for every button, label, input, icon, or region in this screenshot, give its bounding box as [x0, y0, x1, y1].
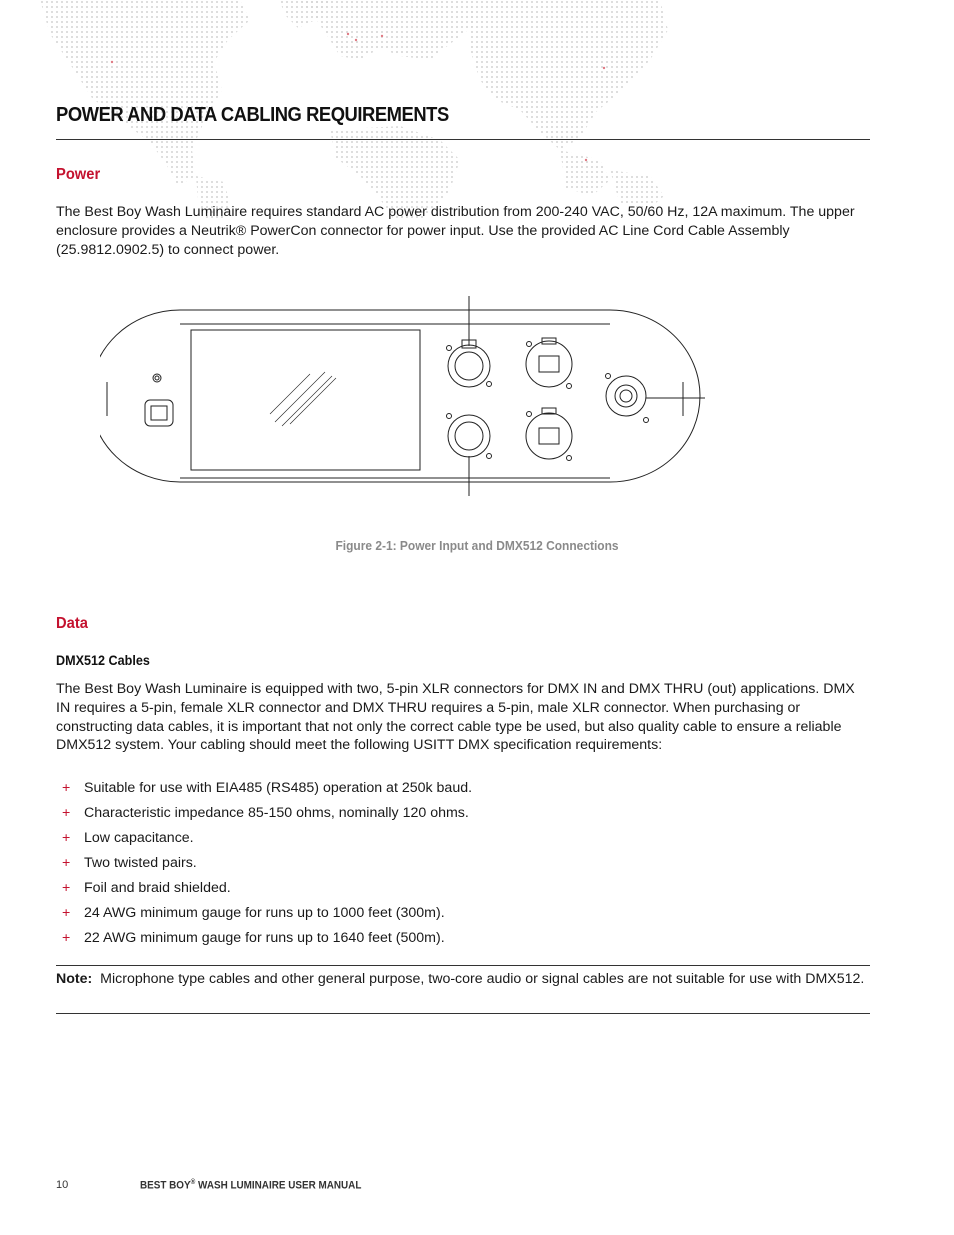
data-heading: Data: [56, 615, 88, 632]
page-number: 10: [56, 1179, 69, 1191]
connector-panel-diagram: [100, 296, 710, 496]
powercon-connector: [606, 376, 646, 416]
plus-bullet-icon: +: [62, 805, 71, 821]
data-paragraph: The Best Boy Wash Luminaire is equipped with two, 5-pin XLR connectors for DMX IN and DMX THRU (out) applications. DMX IN requires a 5-pin, female XLR connector and DMX THRU requires a 5-pin, male XLR connector. When purchasing or constructing data cables, it is important that not only the correct cable type be used, but also quality cable to ensure a reliable DMX512 system. Your cabling should meet the following USITT DMX specification requirements:: [56, 681, 855, 754]
note-label: Note:: [56, 971, 93, 987]
note-box: [56, 970, 870, 989]
plus-bullet-icon: +: [62, 880, 71, 896]
panel-outline: [100, 310, 700, 482]
figure-caption: Figure 2-1: Power Input and DMX512 Connections: [335, 538, 619, 553]
plus-bullet-icon: +: [62, 780, 71, 796]
cable-requirements-list: [62, 779, 472, 954]
menu-button: [145, 400, 173, 426]
page-title: POWER AND DATA CABLING REQUIREMENTS: [56, 104, 449, 126]
plus-bullet-icon: +: [62, 905, 71, 921]
list-item: + Foil and braid shielded.: [62, 879, 472, 904]
list-item: + 22 AWG minimum gauge for runs up to 1640 feet (500m).: [62, 929, 472, 954]
ethernet-connector-bottom: [526, 413, 572, 459]
list-item: + 24 AWG minimum gauge for runs up to 1000 feet (300m).: [62, 904, 472, 929]
power-heading: Power: [56, 166, 101, 183]
list-item: + Low capacitance.: [62, 829, 472, 854]
plus-bullet-icon: +: [62, 855, 71, 871]
list-item: + Characteristic impedance 85-150 ohms, nominally 120 ohms.: [62, 804, 472, 829]
list-item: + Suitable for use with EIA485 (RS485) operation at 250k baud.: [62, 779, 472, 804]
plus-bullet-icon: +: [62, 930, 71, 946]
ethernet-connector-top: [526, 341, 572, 387]
note-text: Microphone type cables and other general purpose, two-core audio or signal cables are not suitable for use with DMX512.: [100, 971, 865, 987]
list-item: + Two twisted pairs.: [62, 854, 472, 879]
footer-manual-title: BEST BOY® WASH LUMINAIRE USER MANUAL: [140, 1179, 362, 1192]
dmx-thru-connector: [448, 415, 490, 457]
power-paragraph: The Best Boy Wash Luminaire requires standard AC power distribution from 200-240 VAC, 50/60 Hz, 12A maximum. The upper enclosure provides a Neutrik® PowerCon connector for power input. Use the provided AC Line Cord Cable Assembly (25.9812.0902.5) to connect power.: [56, 204, 855, 258]
plus-bullet-icon: +: [62, 830, 71, 846]
dmx-in-connector: [448, 345, 490, 387]
display-window: [191, 330, 420, 470]
note-bottom-rule: [56, 1013, 870, 1014]
note-top-rule: [56, 965, 870, 966]
title-divider: [56, 139, 870, 140]
vent-screw: [153, 374, 161, 382]
dmx512-cables-subheading: DMX512 Cables: [56, 652, 150, 668]
